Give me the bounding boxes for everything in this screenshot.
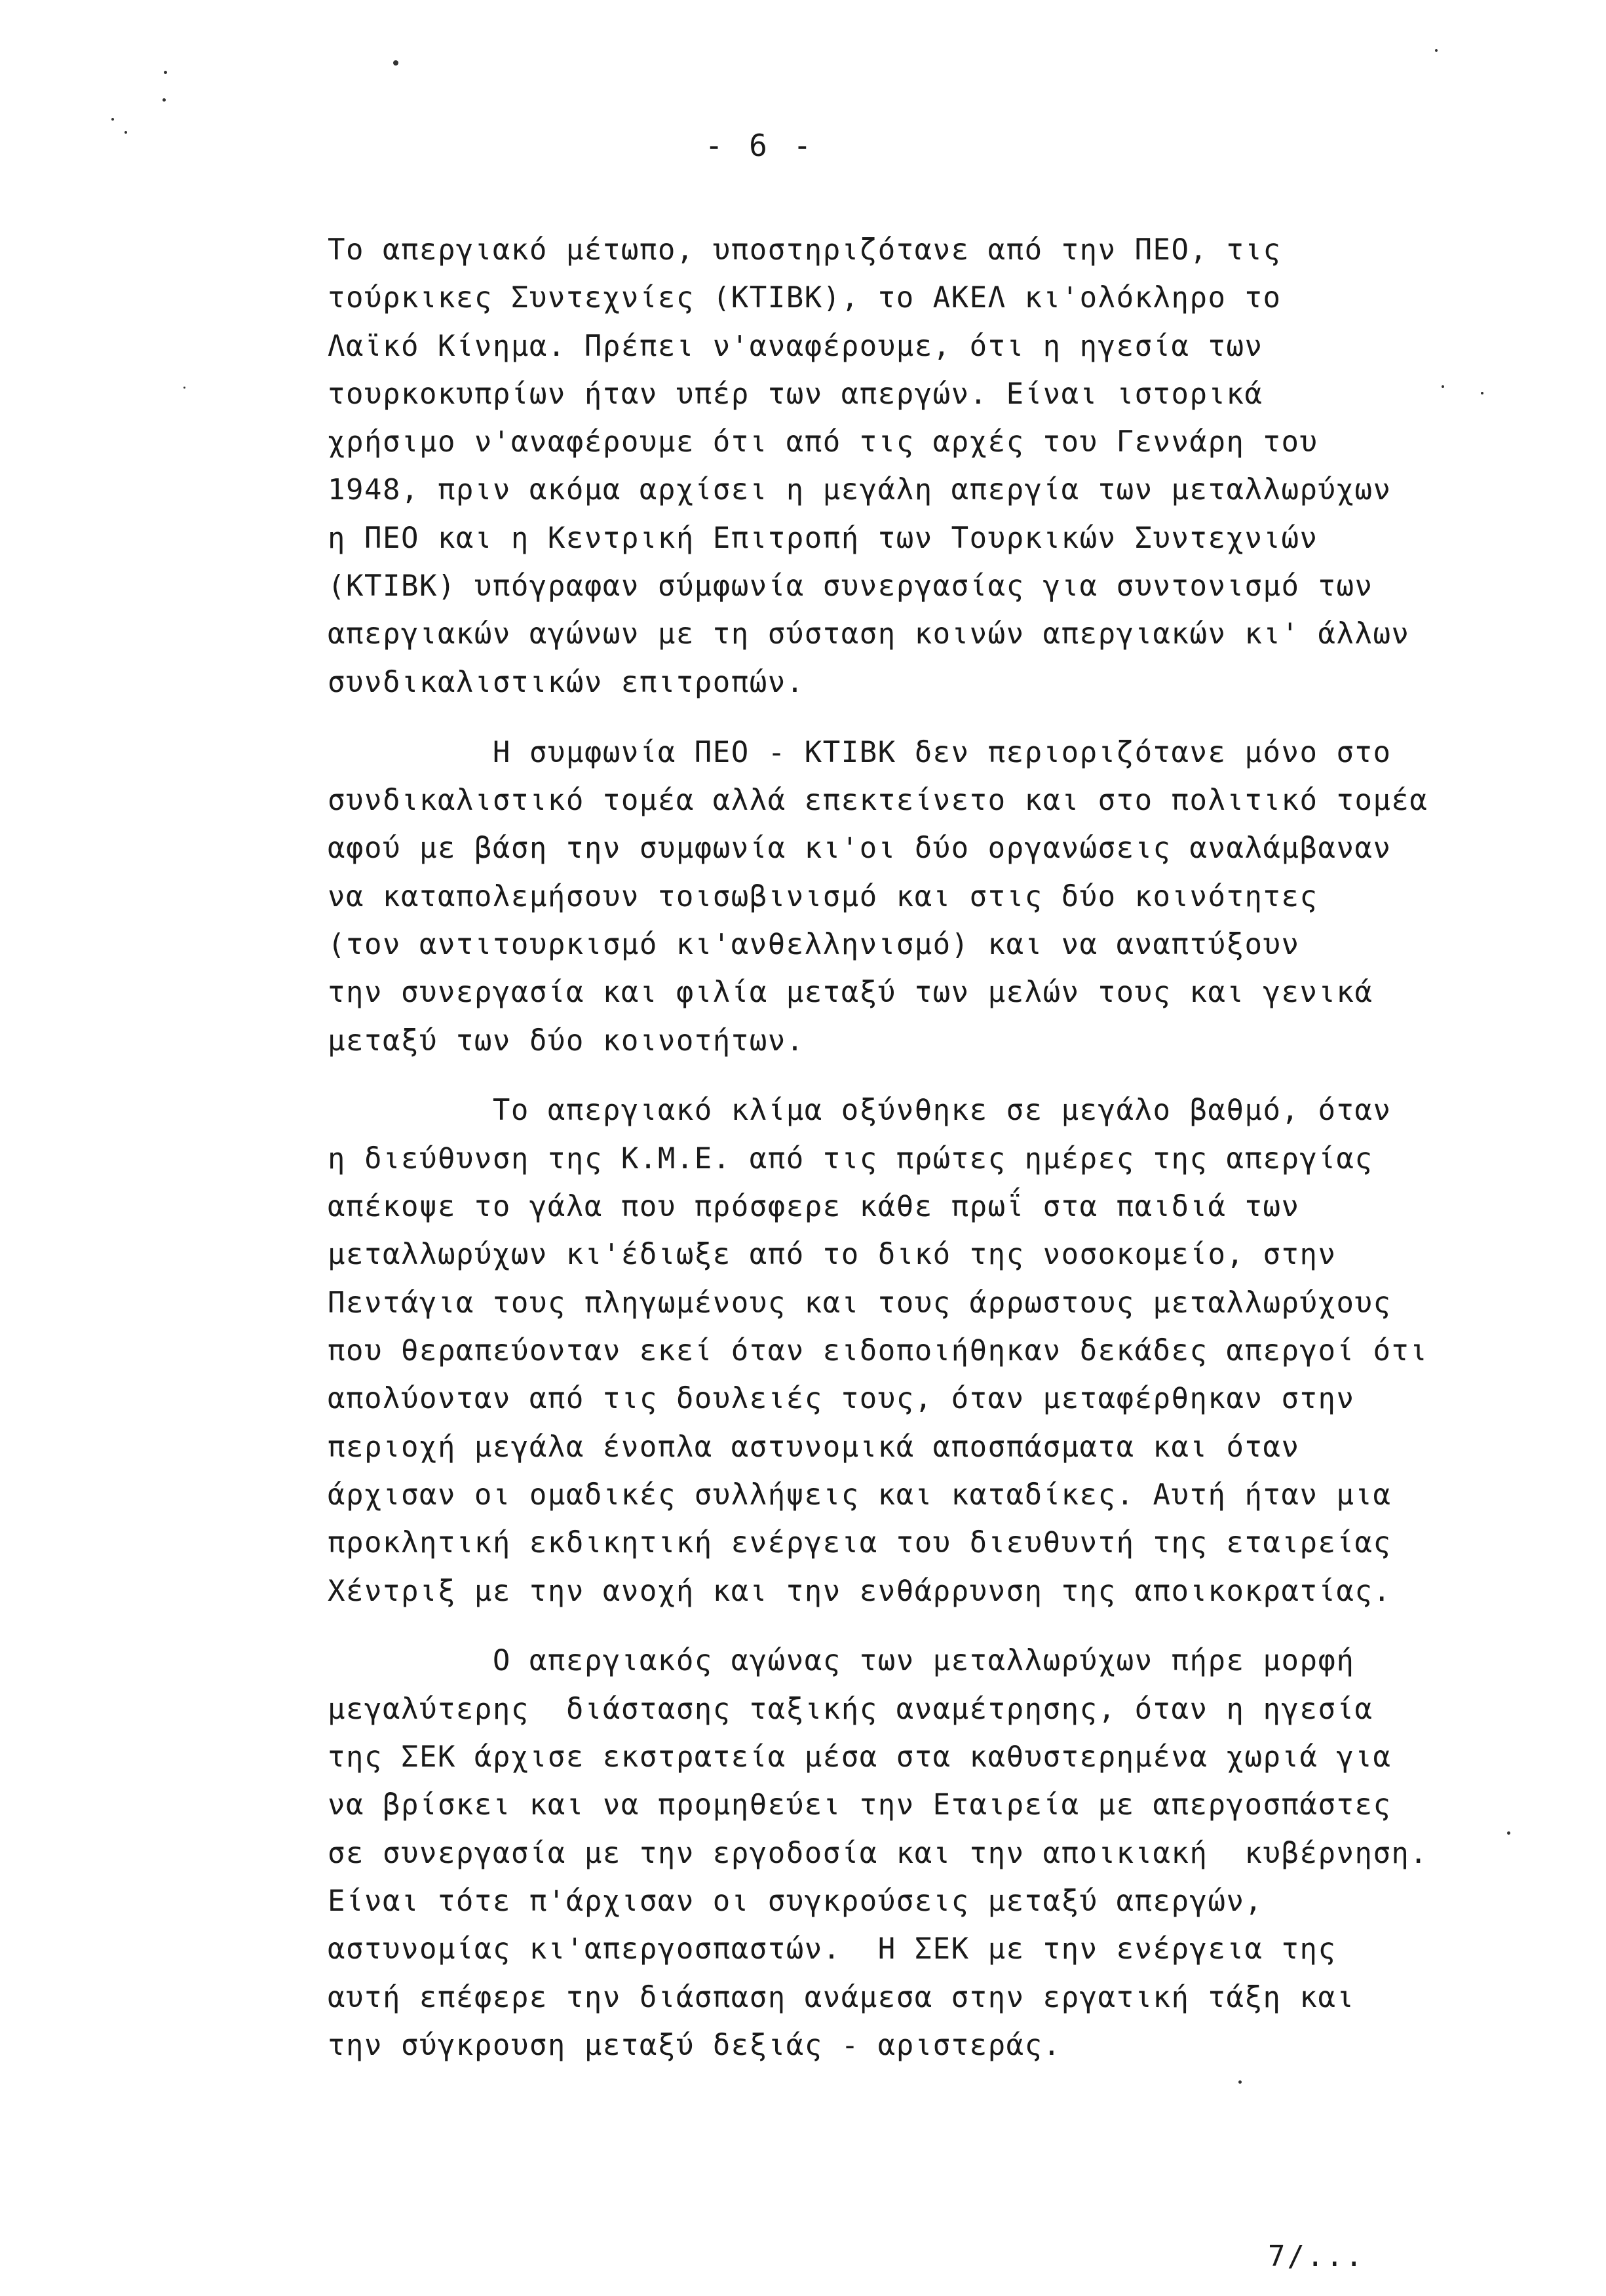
text-line: την συνεργασία και φιλία μεταξύ των μελών τους και γενικά bbox=[328, 976, 1373, 1009]
text-line: που θεραπεύονταν εκεί όταν ειδοποιήθηκαν δεκάδες απεργοί ότι bbox=[328, 1334, 1428, 1368]
text-line: Λαϊκό Κίνημα. Πρέπει ν'αναφέρουμε, ότι η ηγεσία των bbox=[328, 330, 1263, 363]
scan-speck bbox=[124, 131, 127, 134]
continuation-marker: 7/... bbox=[1268, 2240, 1365, 2273]
text-line: Το απεργιακό κλίμα οξύνθηκε σε μεγάλο βαθμό, όταν bbox=[328, 1094, 1392, 1127]
scan-speck bbox=[1442, 385, 1444, 388]
scan-speck bbox=[1481, 392, 1483, 394]
text-line: αστυνομίας κι'απεργοσπαστών. Η ΣΕΚ με την ενέργεια της bbox=[328, 1932, 1337, 1966]
text-line: αφού με βάση την συμφωνία κι'οι δύο οργανώσεις αναλάμβαναν bbox=[328, 832, 1392, 865]
text-line: σε συνεργασία με την εργοδοσία και την αποικιακή κυβέρνηση. bbox=[328, 1837, 1428, 1870]
text-line: άρχισαν οι ομαδικές συλλήψεις και καταδίκες. Αυτή ήταν μια bbox=[328, 1478, 1392, 1512]
text-line: απέκοψε το γάλα που πρόσφερε κάθε πρωΐ στα παιδιά των bbox=[328, 1190, 1300, 1223]
text-line: την σύγκρουση μεταξύ δεξιάς - αριστεράς. bbox=[328, 2029, 1061, 2062]
text-line: απολύονταν από τις δουλειές τους, όταν μεταφέρθηκαν στην bbox=[328, 1382, 1355, 1415]
text-line: να βρίσκει και να προμηθεύει την Εταιρεία με απεργοσπάστες bbox=[328, 1788, 1392, 1822]
text-line: Είναι τότε π'άρχισαν οι συγκρούσεις μεταξύ απεργών, bbox=[328, 1885, 1263, 1918]
text-line: συνδικαλιστικών επιτροπών. bbox=[328, 666, 805, 699]
text-line: συνδικαλιστικό τομέα αλλά επεκτείνετο και στο πολιτικό τομέα bbox=[328, 784, 1428, 817]
scan-speck bbox=[1507, 1831, 1510, 1835]
scan-speck bbox=[164, 71, 167, 74]
scan-speck bbox=[1435, 49, 1438, 52]
text-line: Το απεργιακό μέτωπο, υποστηριζότανε από την ΠΕΟ, τις bbox=[328, 233, 1282, 267]
text-line: τούρκικες Συντεχνίες (ΚΤΙΒΚ), το ΑΚΕΛ κι'ολόκληρο το bbox=[328, 281, 1282, 315]
text-line: της ΣΕΚ άρχισε εκστρατεία μέσα στα καθυστερημένα χωριά για bbox=[328, 1740, 1392, 1774]
text-line: προκλητική εκδικητική ενέργεια του διευθυντή της εταιρείας bbox=[328, 1526, 1392, 1559]
text-line: μεταξύ των δύο κοινοτήτων. bbox=[328, 1024, 805, 1058]
page-number: - 6 - bbox=[704, 128, 816, 163]
scan-speck bbox=[393, 60, 398, 66]
text-line: η διεύθυνση της Κ.Μ.Ε. από τις πρώτες ημέρες της απεργίας bbox=[328, 1142, 1373, 1176]
text-line: αυτή επέφερε την διάσπαση ανάμεσα στην εργατική τάξη και bbox=[328, 1981, 1355, 2014]
text-line: Ο απεργιακός αγώνας των μεταλλωρύχων πήρε μορφή bbox=[328, 1644, 1355, 1677]
text-line: να καταπολεμήσουν τοισωβινισμό και στις δύο κοινότητες bbox=[328, 880, 1318, 913]
scan-speck bbox=[1238, 2080, 1242, 2084]
text-line: Χέντριξ με την ανοχή και την ενθάρρυνση της αποικοκρατίας. bbox=[328, 1575, 1392, 1608]
text-line: απεργιακών αγώνων με τη σύσταση κοινών απεργιακών κι' άλλων bbox=[328, 617, 1410, 651]
text-line: μεγαλύτερης διάστασης ταξικής αναμέτρησης, όταν η ηγεσία bbox=[328, 1693, 1373, 1726]
text-line: Η συμφωνία ΠΕΟ - ΚΤΙΒΚ δεν περιοριζότανε μόνο στο bbox=[328, 736, 1392, 769]
scan-speck bbox=[183, 387, 185, 389]
text-line: μεταλλωρύχων κι'έδιωξε από το δικό της νοσοκομείο, στην bbox=[328, 1238, 1337, 1271]
text-line: περιοχή μεγάλα ένοπλα αστυνομικά αποσπάσματα και όταν bbox=[328, 1430, 1300, 1464]
scan-speck bbox=[111, 118, 114, 121]
text-line: τουρκοκυπρίων ήταν υπέρ των απεργών. Είναι ιστορικά bbox=[328, 377, 1263, 411]
text-line: (ΚΤΙΒΚ) υπόγραφαν σύμφωνία συνεργασίας για συντονισμό των bbox=[328, 569, 1373, 603]
text-line: (τον αντιτουρκισμό κι'ανθελληνισμό) και να αναπτύξουν bbox=[328, 928, 1300, 961]
text-line: η ΠΕΟ και η Κεντρική Επιτροπή των Τουρκικών Συντεχνιών bbox=[328, 522, 1318, 555]
text-line: 1948, πριν ακόμα αρχίσει η μεγάλη απεργία των μεταλλωρύχων bbox=[328, 473, 1392, 507]
text-line: χρήσιμο ν'αναφέρουμε ότι από τις αρχές του Γεννάρη του bbox=[328, 425, 1318, 459]
text-line: Πεντάγια τους πληγωμένους και τους άρρωστους μεταλλωρύχους bbox=[328, 1286, 1392, 1320]
scan-speck bbox=[163, 98, 166, 102]
